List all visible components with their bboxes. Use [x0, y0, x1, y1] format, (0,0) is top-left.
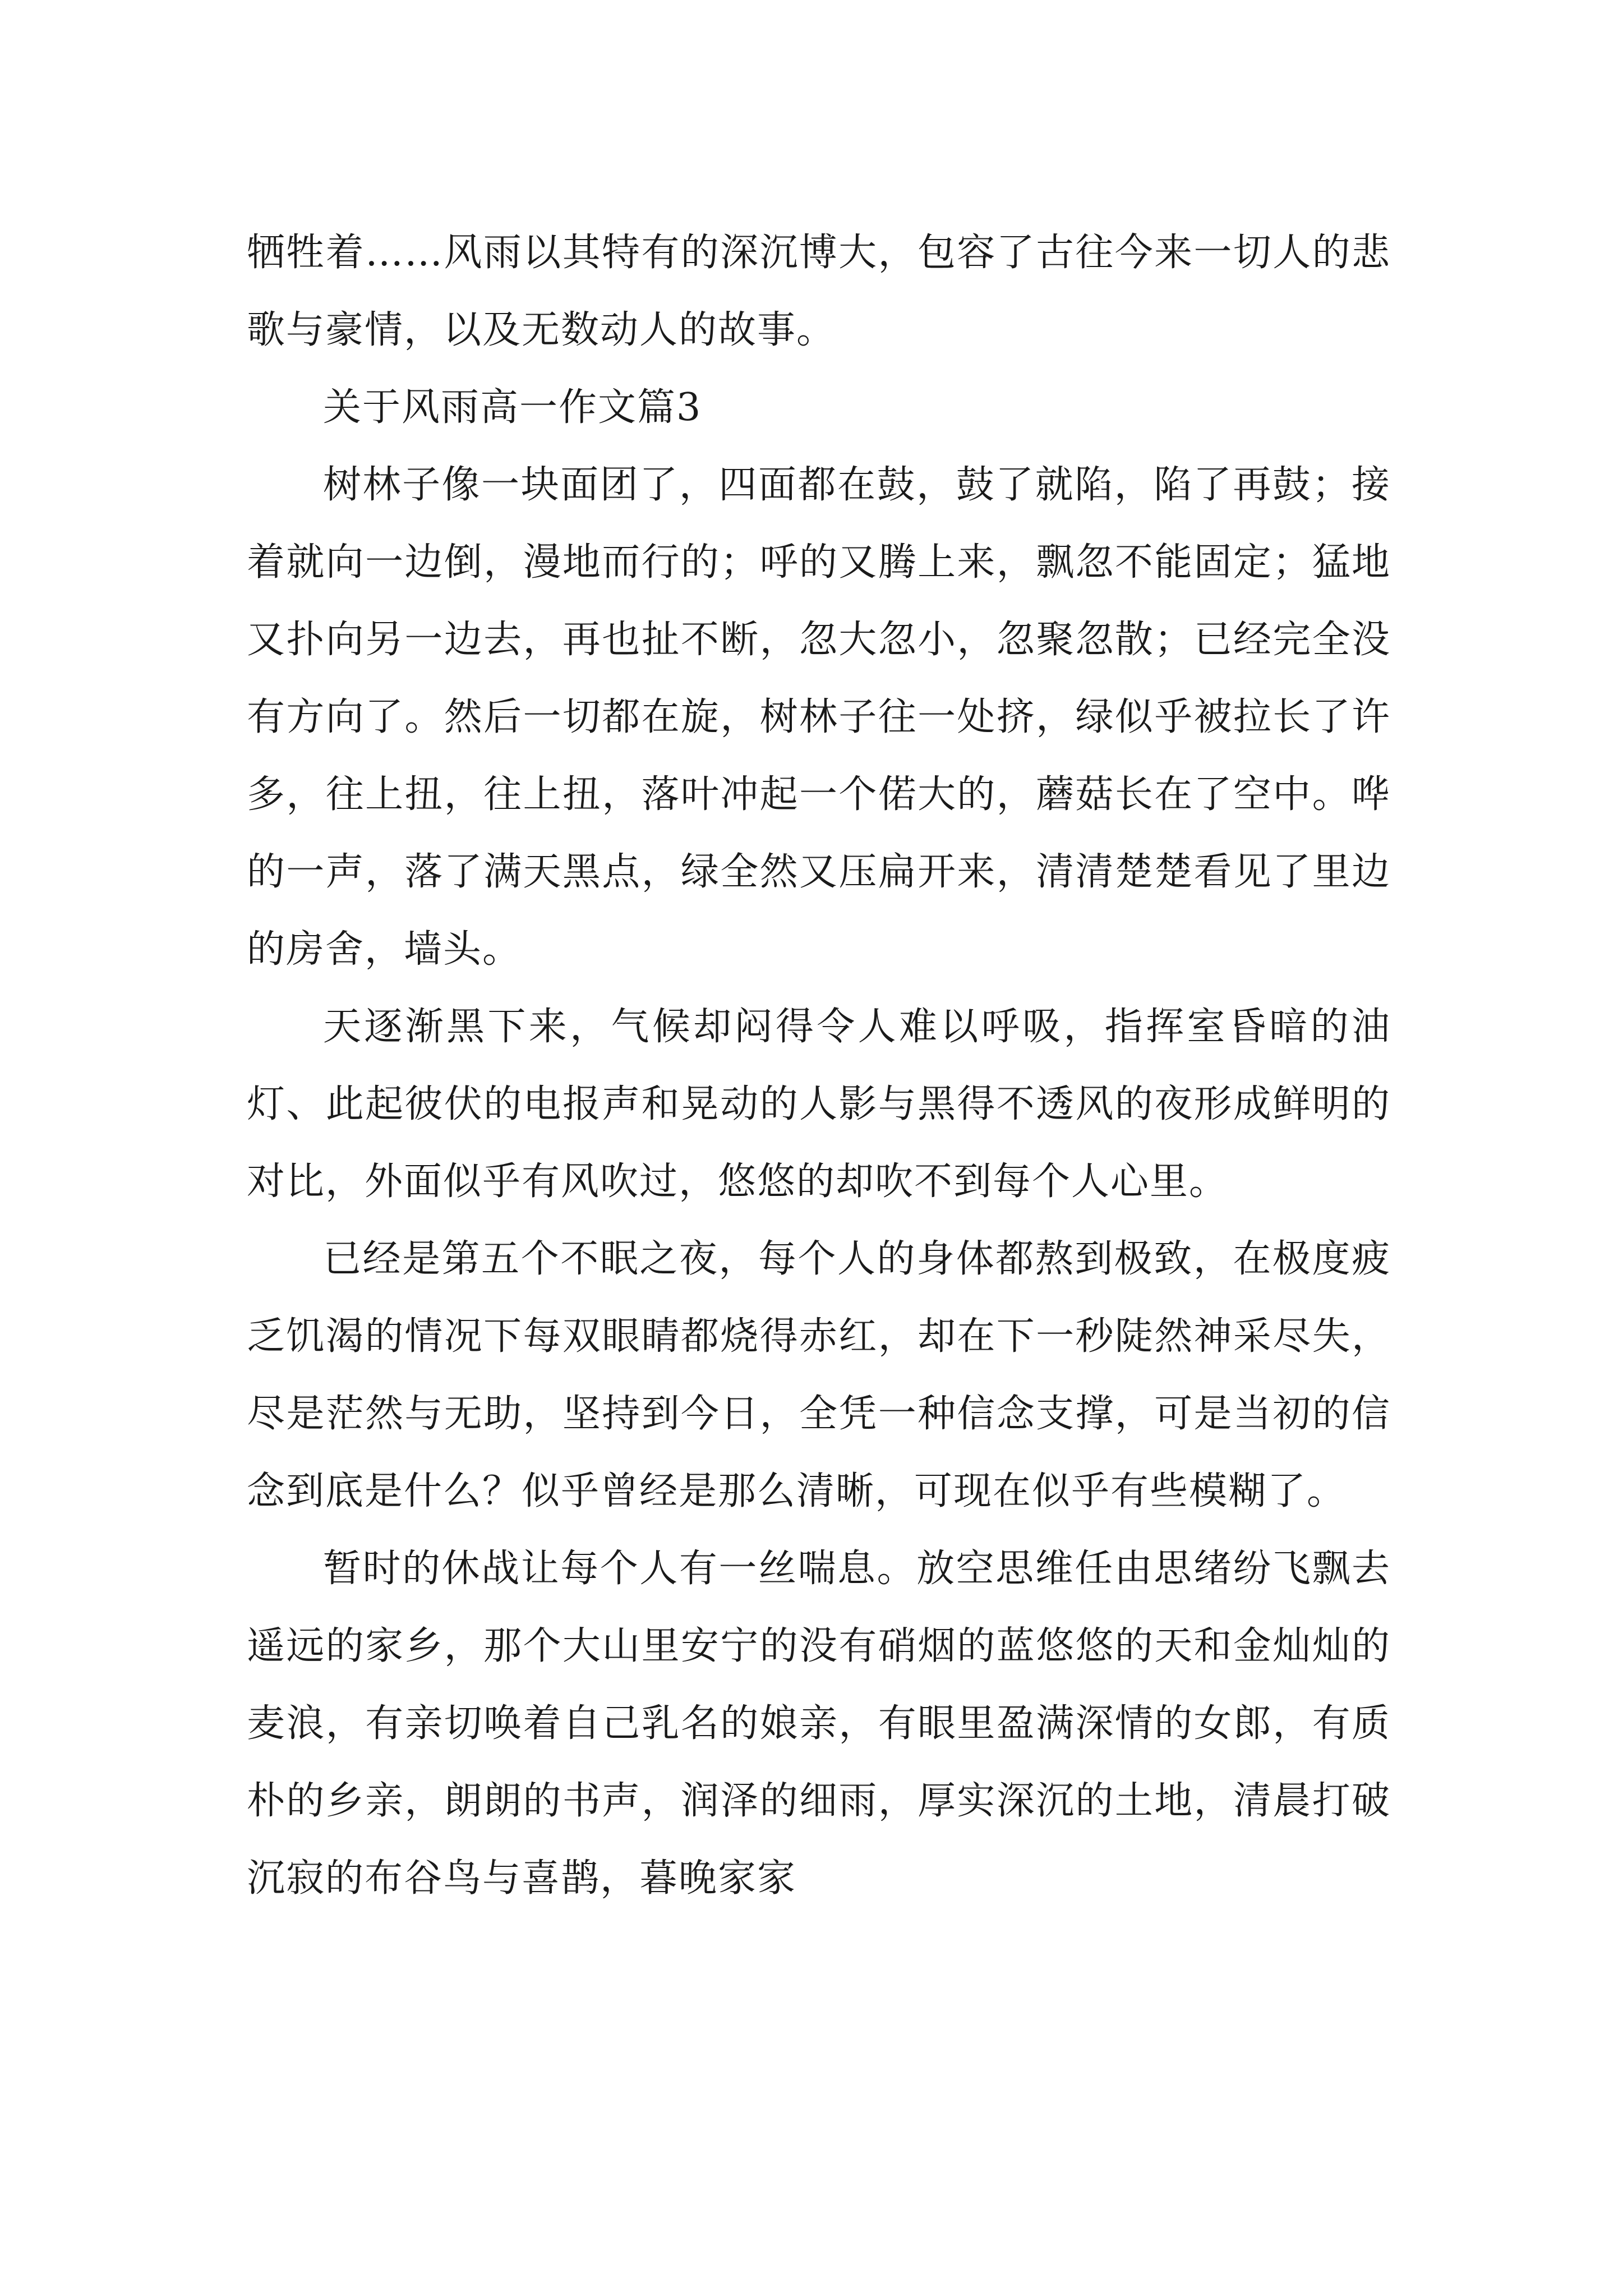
paragraph-fifth-night: 已经是第五个不眠之夜，每个人的身体都熬到极致，在极度疲乏饥渴的情况下每双眼睛都烧得赤红，却在下一秒陡然神采尽失，尽是茫然与无助，坚持到今日，全凭一种信念支撑，可是当初的信念到底是什么？似乎曾经是那么清晰，可现在似乎有些模糊了。 — [247, 1237, 1391, 1513]
section-heading: 关于风雨高一作文篇3 — [323, 385, 702, 430]
paragraph-continuation: 牺牲着……风雨以其特有的深沉博大，包容了古往今来一切人的悲歌与豪情，以及无数动人的故事。 — [247, 231, 1391, 352]
paragraph-night: 天逐渐黑下来，气候却闷得令人难以呼吸，指挥室昏暗的油灯、此起彼伏的电报声和晃动的人影与黑得不透风的夜形成鲜明的对比，外面似乎有风吹过，悠悠的却吹不到每个人心里。 — [247, 1005, 1391, 1204]
paragraph-forest: 树林子像一块面团了，四面都在鼓，鼓了就陷，陷了再鼓；接着就向一边倒，漫地而行的；呼的又腾上来，飘忽不能固定；猛地又扑向另一边去，再也扯不断，忽大忽小，忽聚忽散；已经完全没有方向了。然后一切都在旋，树林子往一处挤，绿似乎被拉长了许多，往上扭，往上扭，落叶冲起一个偌大的，蘑菇长在了空中。哗的一声，落了满天黑点，绿全然又压扁开来，清清楚楚看见了里边的房舍，墙头。 — [247, 463, 1391, 972]
paragraph-ceasefire: 暂时的休战让每个人有一丝喘息。放空思维任由思绪纷飞飘去遥远的家乡，那个大山里安宁的没有硝烟的蓝悠悠的天和金灿灿的麦浪，有亲切唤着自己乳名的娘亲，有眼里盈满深情的女郎，有质朴的乡亲，朗朗的书声，润泽的细雨，厚实深沉的土地，清晨打破沉寂的布谷鸟与喜鹊，暮晚家家 — [247, 1547, 1391, 1901]
document-body — [247, 214, 1391, 1917]
